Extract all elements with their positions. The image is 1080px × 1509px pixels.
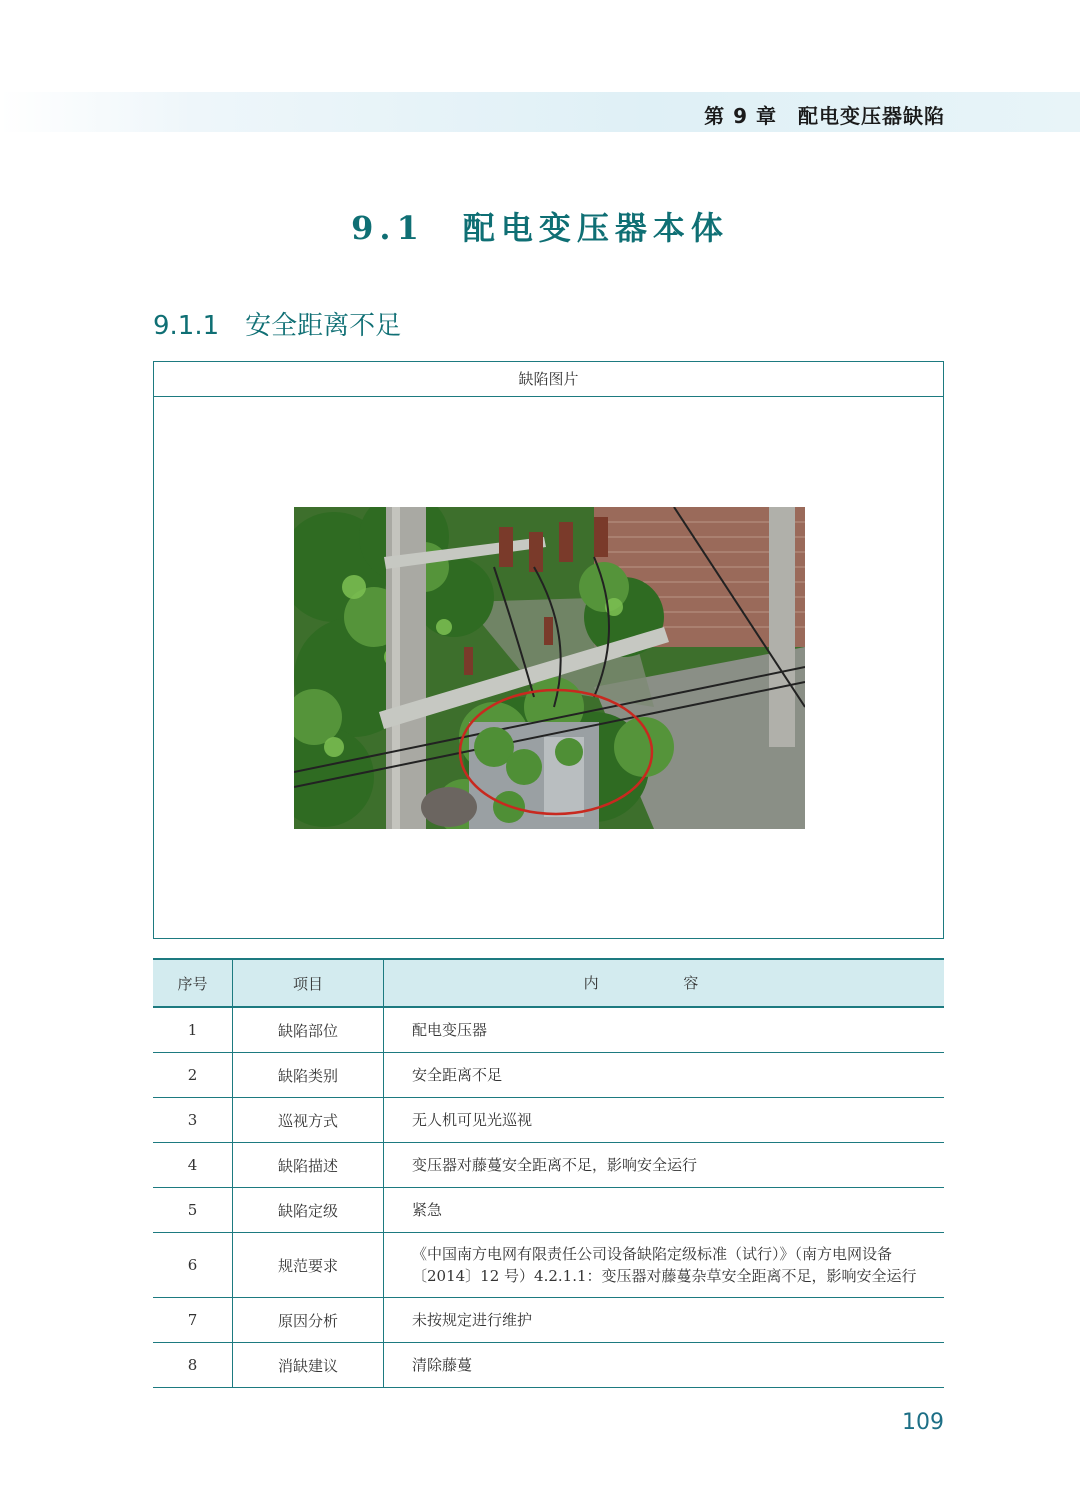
table-header-row	[153, 959, 944, 1007]
defect-table	[153, 958, 944, 1388]
row-content: 清除藤蔓	[384, 1343, 945, 1388]
row-content: 安全距离不足	[384, 1053, 945, 1098]
row-item: 原因分析	[233, 1298, 384, 1343]
row-number: 5	[153, 1188, 233, 1233]
row-content: 紧急	[384, 1188, 945, 1233]
row-number: 1	[153, 1007, 233, 1053]
row-item: 规范要求	[233, 1233, 384, 1298]
row-item: 缺陷部位	[233, 1007, 384, 1053]
row-item: 消缺建议	[233, 1343, 384, 1388]
table-row	[153, 1233, 944, 1298]
row-content: 无人机可见光巡视	[384, 1098, 945, 1143]
row-number: 6	[153, 1233, 233, 1298]
row-number: 8	[153, 1343, 233, 1388]
table-row	[153, 1143, 944, 1188]
column-header-number: 序号	[153, 959, 233, 1007]
row-number: 4	[153, 1143, 233, 1188]
row-number: 3	[153, 1098, 233, 1143]
table-row	[153, 1007, 944, 1053]
defect-photo	[294, 507, 805, 829]
defect-photo-box	[153, 361, 944, 939]
column-header-content: 内 容	[384, 959, 945, 1007]
column-header-item: 项目	[233, 959, 384, 1007]
row-content: 未按规定进行维护	[384, 1298, 945, 1343]
subsection-title: 9.1.1 安全距离不足	[153, 311, 402, 341]
row-number: 7	[153, 1298, 233, 1343]
table-row	[153, 1343, 944, 1388]
table-row	[153, 1098, 944, 1143]
row-content: 变压器对藤蔓安全距离不足，影响安全运行	[384, 1143, 945, 1188]
page-number: 109	[902, 1410, 944, 1435]
section-title: 9.1 配电变压器本体	[351, 209, 729, 247]
row-item: 缺陷描述	[233, 1143, 384, 1188]
row-item: 缺陷类别	[233, 1053, 384, 1098]
chapter-header: 第 9 章 配电变压器缺陷	[704, 104, 945, 128]
table-row	[153, 1298, 944, 1343]
row-item: 缺陷定级	[233, 1188, 384, 1233]
defect-photo-caption: 缺陷图片	[154, 362, 943, 397]
row-content: 《中国南方电网有限责任公司设备缺陷定级标准（试行）》（南方电网设备〔2014〕12 号）4.2.1.1：变压器对藤蔓杂草安全距离不足，影响安全运行	[384, 1233, 945, 1298]
table-row	[153, 1053, 944, 1098]
row-content: 配电变压器	[384, 1007, 945, 1053]
row-item: 巡视方式	[233, 1098, 384, 1143]
table-row	[153, 1188, 944, 1233]
row-number: 2	[153, 1053, 233, 1098]
